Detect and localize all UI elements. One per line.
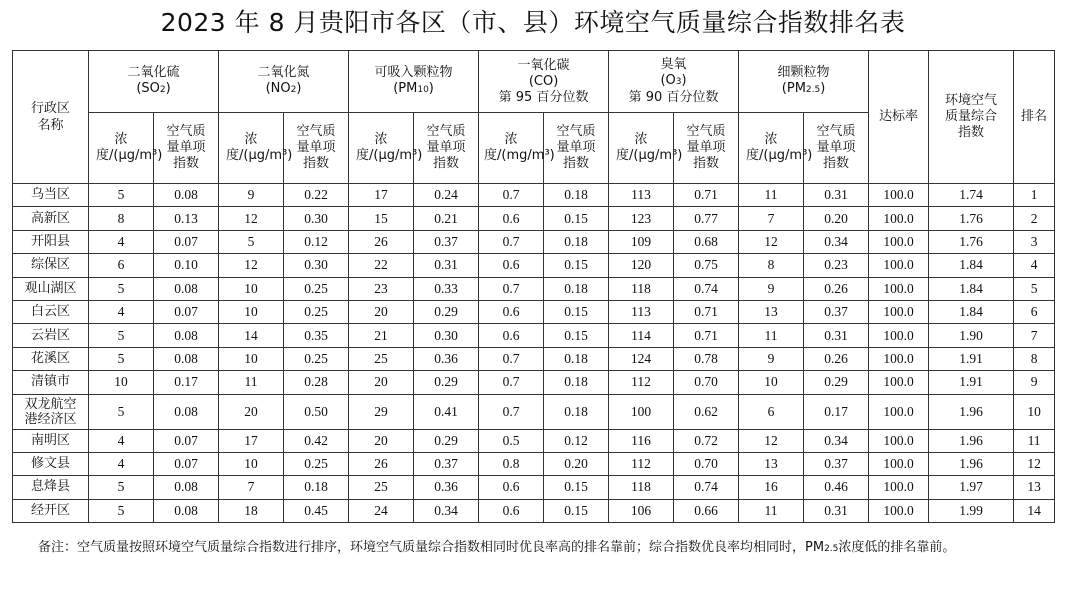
rate-cell: 100.0 <box>869 476 929 499</box>
pm25-index-cell: 0.37 <box>804 452 869 475</box>
o3-conc-cell: 113 <box>609 300 674 323</box>
no2-conc-cell: 14 <box>219 324 284 347</box>
o3-index-cell: 0.74 <box>674 476 739 499</box>
rank-cell: 3 <box>1014 230 1055 253</box>
pm25-index-cell: 0.23 <box>804 254 869 277</box>
district-cell: 观山湖区 <box>13 277 89 300</box>
so2-conc-cell: 5 <box>89 476 154 499</box>
district-cell: 开阳县 <box>13 230 89 253</box>
subheader-o3-index: 空气质量单项指数 <box>674 113 739 184</box>
no2-conc-cell: 12 <box>219 207 284 230</box>
pm10-index-cell: 0.36 <box>414 476 479 499</box>
district-cell: 高新区 <box>13 207 89 230</box>
so2-index-cell: 0.07 <box>154 452 219 475</box>
co-conc-cell: 0.7 <box>479 230 544 253</box>
pm10-conc-cell: 20 <box>349 371 414 394</box>
co-conc-cell: 0.6 <box>479 207 544 230</box>
composite-cell: 1.91 <box>929 347 1014 370</box>
so2-conc-cell: 4 <box>89 230 154 253</box>
o3-index-cell: 0.71 <box>674 184 739 207</box>
pm25-conc-cell: 7 <box>739 207 804 230</box>
no2-index-cell: 0.12 <box>284 230 349 253</box>
co-conc-cell: 0.7 <box>479 347 544 370</box>
rate-cell: 100.0 <box>869 429 929 452</box>
o3-conc-cell: 106 <box>609 499 674 522</box>
co-conc-cell: 0.6 <box>479 476 544 499</box>
rank-cell: 7 <box>1014 324 1055 347</box>
co-index-cell: 0.15 <box>544 499 609 522</box>
co-index-cell: 0.20 <box>544 452 609 475</box>
o3-conc-cell: 112 <box>609 452 674 475</box>
co-conc-cell: 0.6 <box>479 300 544 323</box>
o3-index-cell: 0.74 <box>674 277 739 300</box>
composite-cell: 1.84 <box>929 300 1014 323</box>
rank-cell: 6 <box>1014 300 1055 323</box>
o3-conc-cell: 114 <box>609 324 674 347</box>
o3-index-cell: 0.70 <box>674 452 739 475</box>
so2-conc-cell: 6 <box>89 254 154 277</box>
composite-cell: 1.84 <box>929 254 1014 277</box>
header-o3-percentile: 第 90 百分位数 <box>628 90 719 105</box>
table-row <box>13 230 1055 253</box>
pm25-index-cell: 0.31 <box>804 499 869 522</box>
pm10-index-cell: 0.21 <box>414 207 479 230</box>
header-co-formula: (CO) <box>528 73 559 89</box>
pm10-index-cell: 0.41 <box>414 394 479 429</box>
subheader-o3-conc: 浓度/(μg/m³) <box>609 113 674 184</box>
o3-conc-cell: 120 <box>609 254 674 277</box>
no2-conc-cell: 11 <box>219 371 284 394</box>
so2-conc-cell: 8 <box>89 207 154 230</box>
no2-conc-cell: 20 <box>219 394 284 429</box>
no2-index-cell: 0.25 <box>284 452 349 475</box>
no2-index-cell: 0.25 <box>284 300 349 323</box>
composite-cell: 1.76 <box>929 207 1014 230</box>
co-conc-cell: 0.5 <box>479 429 544 452</box>
co-index-cell: 0.18 <box>544 347 609 370</box>
rate-cell: 100.0 <box>869 394 929 429</box>
table-row <box>13 184 1055 207</box>
pm25-conc-cell: 12 <box>739 429 804 452</box>
so2-index-cell: 0.07 <box>154 300 219 323</box>
co-index-cell: 0.15 <box>544 324 609 347</box>
pm25-conc-cell: 10 <box>739 371 804 394</box>
composite-cell: 1.99 <box>929 499 1014 522</box>
co-index-cell: 0.18 <box>544 394 609 429</box>
so2-index-cell: 0.13 <box>154 207 219 230</box>
pm25-index-cell: 0.31 <box>804 184 869 207</box>
table-row <box>13 371 1055 394</box>
header-o3-name: 臭氧 <box>660 57 687 72</box>
table-row <box>13 476 1055 499</box>
o3-conc-cell: 123 <box>609 207 674 230</box>
pm10-index-cell: 0.24 <box>414 184 479 207</box>
rate-cell: 100.0 <box>869 371 929 394</box>
district-cell: 云岩区 <box>13 324 89 347</box>
subheader-co-index: 空气质量单项指数 <box>544 113 609 184</box>
composite-cell: 1.90 <box>929 324 1014 347</box>
o3-conc-cell: 112 <box>609 371 674 394</box>
pm10-index-cell: 0.36 <box>414 347 479 370</box>
rate-cell: 100.0 <box>869 230 929 253</box>
rate-cell: 100.0 <box>869 277 929 300</box>
no2-conc-cell: 17 <box>219 429 284 452</box>
pm10-conc-cell: 25 <box>349 347 414 370</box>
footnote-subscript: 2.5 <box>824 544 839 554</box>
header-district <box>13 51 89 184</box>
o3-index-cell: 0.62 <box>674 394 739 429</box>
pm25-conc-cell: 16 <box>739 476 804 499</box>
pm10-conc-cell: 25 <box>349 476 414 499</box>
pm10-conc-cell: 15 <box>349 207 414 230</box>
co-conc-cell: 0.6 <box>479 324 544 347</box>
o3-conc-cell: 118 <box>609 277 674 300</box>
header-district-label: 行政区名称 <box>30 101 70 133</box>
pm25-index-cell: 0.31 <box>804 324 869 347</box>
o3-conc-cell: 109 <box>609 230 674 253</box>
table-row <box>13 429 1055 452</box>
pm10-conc-cell: 23 <box>349 277 414 300</box>
co-index-cell: 0.18 <box>544 277 609 300</box>
pm25-index-cell: 0.37 <box>804 300 869 323</box>
rank-cell: 8 <box>1014 347 1055 370</box>
co-index-cell: 0.15 <box>544 300 609 323</box>
pm25-conc-cell: 6 <box>739 394 804 429</box>
rank-cell: 10 <box>1014 394 1055 429</box>
composite-cell: 1.96 <box>929 394 1014 429</box>
o3-index-cell: 0.72 <box>674 429 739 452</box>
district-cell: 南明区 <box>13 429 89 452</box>
table-row <box>13 394 1055 429</box>
so2-conc-cell: 5 <box>89 499 154 522</box>
so2-index-cell: 0.08 <box>154 476 219 499</box>
co-conc-cell: 0.8 <box>479 452 544 475</box>
rank-cell: 4 <box>1014 254 1055 277</box>
pm25-conc-cell: 11 <box>739 324 804 347</box>
pm10-conc-cell: 21 <box>349 324 414 347</box>
pm25-index-cell: 0.20 <box>804 207 869 230</box>
pm25-index-cell: 0.17 <box>804 394 869 429</box>
so2-conc-cell: 4 <box>89 300 154 323</box>
o3-index-cell: 0.68 <box>674 230 739 253</box>
rate-cell: 100.0 <box>869 324 929 347</box>
table-body <box>13 184 1055 523</box>
pm10-conc-cell: 20 <box>349 300 414 323</box>
no2-conc-cell: 18 <box>219 499 284 522</box>
header-co-percentile: 第 95 百分位数 <box>498 89 589 105</box>
header-no2-name: 二氧化氮 <box>257 65 310 80</box>
so2-index-cell: 0.08 <box>154 277 219 300</box>
composite-cell: 1.76 <box>929 230 1014 253</box>
pm25-index-cell: 0.46 <box>804 476 869 499</box>
composite-cell: 1.74 <box>929 184 1014 207</box>
district-cell: 修文县 <box>13 452 89 475</box>
pm25-conc-cell: 12 <box>739 230 804 253</box>
header-pm25-name: 细颗粒物 <box>777 65 830 80</box>
no2-conc-cell: 10 <box>219 347 284 370</box>
pm10-index-cell: 0.33 <box>414 277 479 300</box>
header-pm10-formula: (PM10) <box>393 81 434 96</box>
table-row <box>13 324 1055 347</box>
subheader-co-conc: 浓度/(mg/m³) <box>479 113 544 184</box>
no2-index-cell: 0.28 <box>284 371 349 394</box>
footnote-text: 备注：空气质量按照环境空气质量综合指数进行排序，环境空气质量综合指数相同时优良率高的排名靠前；综合指数优良率均相同时，PM <box>38 540 825 555</box>
pm25-conc-cell: 13 <box>739 452 804 475</box>
rank-cell: 5 <box>1014 277 1055 300</box>
header-o3-formula: (O3) <box>660 73 687 88</box>
pm25-conc-cell: 8 <box>739 254 804 277</box>
rank-cell: 14 <box>1014 499 1055 522</box>
so2-conc-cell: 5 <box>89 184 154 207</box>
pm10-conc-cell: 29 <box>349 394 414 429</box>
co-conc-cell: 0.6 <box>479 499 544 522</box>
header-so2 <box>89 51 219 113</box>
header-pm10 <box>349 51 479 113</box>
district-cell: 综保区 <box>13 254 89 277</box>
table-row <box>13 347 1055 370</box>
o3-conc-cell: 118 <box>609 476 674 499</box>
district-cell: 清镇市 <box>13 371 89 394</box>
district-cell: 经开区 <box>13 499 89 522</box>
header-co-name: 一氧化碳 <box>517 57 570 73</box>
so2-index-cell: 0.10 <box>154 254 219 277</box>
rate-cell: 100.0 <box>869 207 929 230</box>
no2-index-cell: 0.50 <box>284 394 349 429</box>
so2-index-cell: 0.08 <box>154 184 219 207</box>
pm25-index-cell: 0.26 <box>804 277 869 300</box>
rank-cell: 11 <box>1014 429 1055 452</box>
o3-conc-cell: 116 <box>609 429 674 452</box>
rank-cell: 13 <box>1014 476 1055 499</box>
rank-cell: 1 <box>1014 184 1055 207</box>
header-no2 <box>219 51 349 113</box>
rate-cell: 100.0 <box>869 300 929 323</box>
district-cell: 白云区 <box>13 300 89 323</box>
co-conc-cell: 0.6 <box>479 254 544 277</box>
header-pm10-name: 可吸入颗粒物 <box>374 65 453 80</box>
so2-conc-cell: 4 <box>89 452 154 475</box>
pm10-conc-cell: 24 <box>349 499 414 522</box>
pm10-index-cell: 0.29 <box>414 429 479 452</box>
co-index-cell: 0.15 <box>544 207 609 230</box>
pm10-index-cell: 0.37 <box>414 230 479 253</box>
o3-index-cell: 0.71 <box>674 324 739 347</box>
co-conc-cell: 0.7 <box>479 371 544 394</box>
header-composite <box>929 51 1014 184</box>
subheader-so2-conc: 浓度/(μg/m³) <box>89 113 154 184</box>
header-co <box>479 51 609 113</box>
composite-cell: 1.97 <box>929 476 1014 499</box>
no2-index-cell: 0.25 <box>284 347 349 370</box>
o3-index-cell: 0.70 <box>674 371 739 394</box>
header-so2-formula: (SO2) <box>136 81 171 96</box>
no2-index-cell: 0.30 <box>284 207 349 230</box>
o3-conc-cell: 113 <box>609 184 674 207</box>
pm25-index-cell: 0.26 <box>804 347 869 370</box>
composite-cell: 1.84 <box>929 277 1014 300</box>
district-cell: 息烽县 <box>13 476 89 499</box>
table-row <box>13 499 1055 522</box>
table-row <box>13 300 1055 323</box>
pm10-index-cell: 0.31 <box>414 254 479 277</box>
table-row <box>13 207 1055 230</box>
pm10-index-cell: 0.34 <box>414 499 479 522</box>
so2-index-cell: 0.17 <box>154 371 219 394</box>
header-rate: 达标率 <box>869 51 929 184</box>
pm10-index-cell: 0.37 <box>414 452 479 475</box>
pm25-conc-cell: 13 <box>739 300 804 323</box>
pm10-conc-cell: 26 <box>349 452 414 475</box>
so2-index-cell: 0.08 <box>154 394 219 429</box>
footnote <box>12 533 1056 564</box>
table-row <box>13 254 1055 277</box>
no2-conc-cell: 7 <box>219 476 284 499</box>
pm25-index-cell: 0.34 <box>804 429 869 452</box>
footnote-tail: 浓度低的排名靠前。 <box>838 540 956 555</box>
header-o3 <box>609 51 739 113</box>
no2-index-cell: 0.35 <box>284 324 349 347</box>
o3-index-cell: 0.75 <box>674 254 739 277</box>
no2-index-cell: 0.25 <box>284 277 349 300</box>
rank-cell: 12 <box>1014 452 1055 475</box>
pm10-index-cell: 0.29 <box>414 300 479 323</box>
no2-index-cell: 0.45 <box>284 499 349 522</box>
subheader-pm25-index: 空气质量单项指数 <box>804 113 869 184</box>
header-so2-name: 二氧化硫 <box>127 65 180 80</box>
district-cell: 花溪区 <box>13 347 89 370</box>
district-cell: 乌当区 <box>13 184 89 207</box>
rate-cell: 100.0 <box>869 452 929 475</box>
rate-cell: 100.0 <box>869 499 929 522</box>
page-title: 2023 年 8 月贵阳市各区（市、县）环境空气质量综合指数排名表 <box>160 8 906 37</box>
co-conc-cell: 0.7 <box>479 184 544 207</box>
header-composite-label: 环境空气质量综合指数 <box>945 93 998 140</box>
co-index-cell: 0.12 <box>544 429 609 452</box>
subheader-pm10-index: 空气质量单项指数 <box>414 113 479 184</box>
o3-index-cell: 0.78 <box>674 347 739 370</box>
so2-conc-cell: 5 <box>89 277 154 300</box>
subheader-pm25-conc: 浓度/(μg/m³) <box>739 113 804 184</box>
rank-cell: 9 <box>1014 371 1055 394</box>
o3-index-cell: 0.77 <box>674 207 739 230</box>
composite-cell: 1.96 <box>929 429 1014 452</box>
pm25-index-cell: 0.34 <box>804 230 869 253</box>
o3-index-cell: 0.66 <box>674 499 739 522</box>
district-cell: 双龙航空港经济区 <box>13 394 89 429</box>
co-index-cell: 0.18 <box>544 184 609 207</box>
no2-conc-cell: 10 <box>219 277 284 300</box>
pm10-conc-cell: 17 <box>349 184 414 207</box>
o3-index-cell: 0.71 <box>674 300 739 323</box>
composite-cell: 1.91 <box>929 371 1014 394</box>
header-pm25-formula: (PM2.5) <box>781 81 826 96</box>
pm25-conc-cell: 11 <box>739 184 804 207</box>
composite-cell: 1.96 <box>929 452 1014 475</box>
o3-conc-cell: 124 <box>609 347 674 370</box>
no2-index-cell: 0.42 <box>284 429 349 452</box>
no2-conc-cell: 10 <box>219 300 284 323</box>
header-rank: 排名 <box>1014 51 1055 184</box>
co-index-cell: 0.18 <box>544 371 609 394</box>
rate-cell: 100.0 <box>869 184 929 207</box>
pm10-conc-cell: 22 <box>349 254 414 277</box>
subheader-pm10-conc: 浓度/(μg/m³) <box>349 113 414 184</box>
header-no2-formula: (NO2) <box>265 81 302 96</box>
no2-index-cell: 0.22 <box>284 184 349 207</box>
co-conc-cell: 0.7 <box>479 277 544 300</box>
so2-index-cell: 0.08 <box>154 347 219 370</box>
so2-conc-cell: 10 <box>89 371 154 394</box>
no2-index-cell: 0.30 <box>284 254 349 277</box>
co-conc-cell: 0.7 <box>479 394 544 429</box>
pm10-conc-cell: 26 <box>349 230 414 253</box>
so2-index-cell: 0.08 <box>154 499 219 522</box>
air-quality-ranking-table <box>12 50 1055 523</box>
header-pm25 <box>739 51 869 113</box>
so2-index-cell: 0.07 <box>154 230 219 253</box>
pm25-conc-cell: 9 <box>739 277 804 300</box>
table-row <box>13 452 1055 475</box>
no2-conc-cell: 9 <box>219 184 284 207</box>
no2-conc-cell: 12 <box>219 254 284 277</box>
co-index-cell: 0.15 <box>544 254 609 277</box>
pm25-index-cell: 0.29 <box>804 371 869 394</box>
o3-conc-cell: 100 <box>609 394 674 429</box>
subheader-no2-index: 空气质量单项指数 <box>284 113 349 184</box>
no2-index-cell: 0.18 <box>284 476 349 499</box>
so2-index-cell: 0.08 <box>154 324 219 347</box>
pm25-conc-cell: 11 <box>739 499 804 522</box>
pm10-index-cell: 0.29 <box>414 371 479 394</box>
table-row <box>13 277 1055 300</box>
pm25-conc-cell: 9 <box>739 347 804 370</box>
pm10-conc-cell: 20 <box>349 429 414 452</box>
co-index-cell: 0.15 <box>544 476 609 499</box>
rate-cell: 100.0 <box>869 347 929 370</box>
no2-conc-cell: 10 <box>219 452 284 475</box>
so2-conc-cell: 5 <box>89 324 154 347</box>
no2-conc-cell: 5 <box>219 230 284 253</box>
subheader-so2-index: 空气质量单项指数 <box>154 113 219 184</box>
rank-cell: 2 <box>1014 207 1055 230</box>
so2-conc-cell: 5 <box>89 394 154 429</box>
pm10-index-cell: 0.30 <box>414 324 479 347</box>
co-index-cell: 0.18 <box>544 230 609 253</box>
so2-conc-cell: 5 <box>89 347 154 370</box>
so2-conc-cell: 4 <box>89 429 154 452</box>
subheader-no2-conc: 浓度/(μg/m³) <box>219 113 284 184</box>
rate-cell: 100.0 <box>869 254 929 277</box>
so2-index-cell: 0.07 <box>154 429 219 452</box>
